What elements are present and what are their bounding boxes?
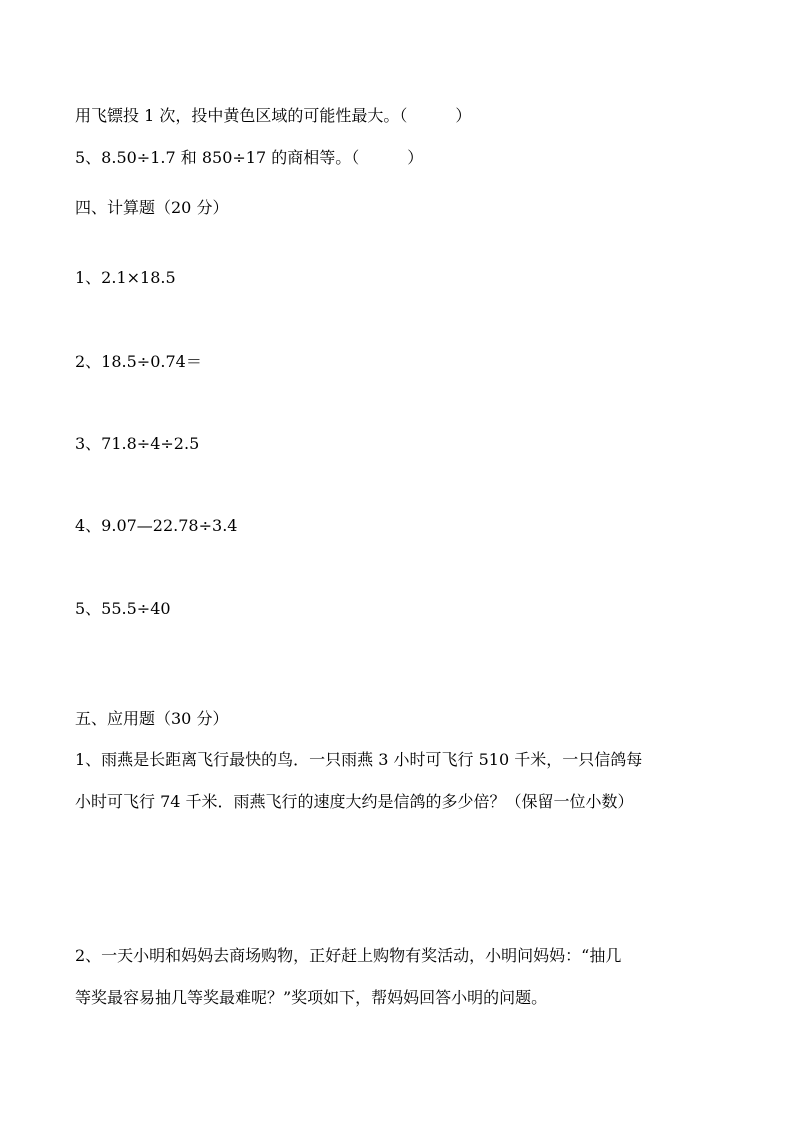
calc-item-1: 1、2.1×18.5 <box>75 268 176 287</box>
word-problem-1-line-1: 1、雨燕是长距离飞行最快的鸟．一只雨燕 3 小时可飞行 510 千米，一只信鸽每 <box>75 750 643 769</box>
question-3-5: 5、8.50÷1.7 和 850÷17 的商相等。（ ） <box>75 148 424 167</box>
calc-item-2: 2、18.5÷0.74＝ <box>75 352 202 371</box>
word-problem-2-line-1: 2、一天小明和妈妈去商场购物，正好赶上购物有奖活动，小明问妈妈：“抽几 <box>75 946 622 965</box>
section-5-title: 五、应用题（30 分） <box>75 709 229 728</box>
calc-item-3: 3、71.8÷4÷2.5 <box>75 434 200 453</box>
word-problem-1-line-2: 小时可飞行 74 千米．雨燕飞行的速度大约是信鸽的多少倍？（保留一位小数） <box>75 792 634 811</box>
section-4-title: 四、计算题（20 分） <box>75 198 229 217</box>
question-3-4-continuation: 用飞镖投 1 次，投中黄色区域的可能性最大。（ ） <box>75 106 472 125</box>
calc-item-5: 5、55.5÷40 <box>75 599 171 618</box>
word-problem-2-line-2: 等奖最容易抽几等奖最难呢？”奖项如下，帮妈妈回答小明的问题。 <box>75 988 548 1007</box>
calc-item-4: 4、9.07—22.78÷3.4 <box>75 516 238 535</box>
